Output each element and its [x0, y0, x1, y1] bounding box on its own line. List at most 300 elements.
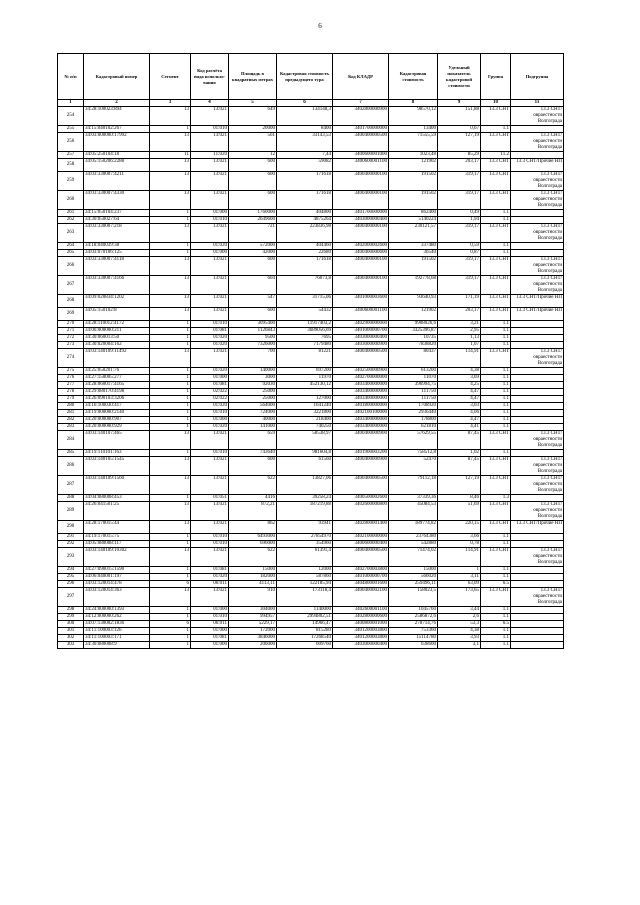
segment-cell: 13	[150, 588, 191, 607]
area-cell: 92030	[229, 382, 277, 389]
previous-value-cell: 22680	[277, 250, 333, 257]
row-index-cell: 278	[58, 389, 84, 396]
cadastral-value-cell: 191502	[389, 191, 438, 210]
specific-value-cell: 3,69	[438, 375, 481, 382]
specific-value-cell: 4,38	[438, 628, 481, 635]
cadastral-number-cell: 34:29:080170:4198	[84, 389, 150, 396]
area-cell: 872,21	[229, 502, 277, 521]
specific-value-cell: 0,59	[438, 243, 481, 250]
use-code-cell: 13:021	[191, 295, 229, 308]
cadastral-value-cell: 192778,68	[389, 276, 438, 295]
row-index-cell: 257	[58, 152, 84, 159]
segment-cell: 13	[150, 191, 191, 210]
subgroup-cell	[511, 368, 564, 375]
cadastral-table	[57, 53, 564, 649]
table-row	[58, 224, 564, 243]
kladr-code-cell: 3402700003800	[333, 567, 389, 574]
subgroup-cell: 13.3 СНТ/Прочие НП	[511, 308, 564, 321]
cadastral-value-cell: 189774,82	[389, 521, 438, 534]
kladr-code-cell: 3402800000600	[333, 614, 389, 621]
row-index-cell: 258	[58, 159, 84, 172]
segment-cell: 6	[150, 621, 191, 628]
cadastral-number-cell: 34:28:170015:44	[84, 521, 150, 534]
segment-cell: 1	[150, 628, 191, 635]
previous-value-cell: 11917403,2	[277, 321, 333, 328]
use-code-cell: 02:022	[191, 389, 229, 396]
row-index-cell: 260	[58, 191, 84, 210]
specific-value-cell: 3,66	[438, 534, 481, 541]
header-specific-value: Удельный показатель кадастровой стоимости	[438, 54, 481, 100]
specific-value-cell: 51,69	[438, 502, 481, 521]
area-cell: 42000	[229, 250, 277, 257]
segment-cell: 1	[150, 403, 191, 410]
kladr-code-cell: 3400400000500	[333, 476, 389, 495]
subgroup-cell: 13.3 СНТ/овраестности Волгограда	[511, 502, 564, 521]
table-row	[58, 133, 564, 152]
use-code-cell: 01:000	[191, 210, 229, 217]
header-kladr: Код КЛАДР	[333, 54, 389, 100]
table-row	[58, 172, 564, 191]
cadastral-value-cell: 566020	[389, 574, 438, 581]
cadastral-number-cell: 34:19:170015:75	[84, 534, 150, 541]
group-cell: 1.1	[481, 342, 511, 349]
cadastral-number-cell: 34:03:140109:10302	[84, 548, 150, 567]
subgroup-cell	[511, 541, 564, 548]
table-row	[58, 257, 564, 276]
row-index-cell: 303	[58, 642, 84, 649]
table-row	[58, 243, 564, 250]
segment-cell: 13	[150, 457, 191, 476]
group-cell: 1.1	[481, 250, 511, 257]
header-cadastral-number: Кадастровый номер	[84, 54, 150, 100]
kladr-code-cell: 3400600001000	[333, 152, 389, 159]
kladr-code-cell: 3400400000900	[333, 457, 389, 476]
previous-value-cell: 173118,4	[277, 588, 333, 607]
table-row	[58, 389, 564, 396]
use-code-cell: 01:051	[191, 495, 229, 502]
segment-cell: 1	[150, 607, 191, 614]
subgroup-cell	[511, 375, 564, 382]
specific-value-cell: 127,19	[438, 476, 481, 495]
area-cell: 25000	[229, 396, 277, 403]
segment-cell: 11	[150, 152, 191, 159]
column-number: 9	[438, 100, 481, 107]
column-number: 4	[191, 100, 229, 107]
row-index-cell: 294	[58, 567, 84, 574]
cadastral-value-cell: 621810	[389, 424, 438, 431]
subgroup-cell	[511, 642, 564, 649]
segment-cell: 1	[150, 368, 191, 375]
cadastral-value-cell: 178800	[389, 417, 438, 424]
area-cell: 600	[229, 308, 277, 321]
cadastral-number-cell: 34:03:140105:1545	[84, 457, 150, 476]
table-row	[58, 502, 564, 521]
row-index-cell: 295	[58, 574, 84, 581]
subgroup-cell: 13.3 СНТ/овраестности Волгограда	[511, 276, 564, 295]
use-code-cell: 13:021	[191, 308, 229, 321]
subgroup-cell	[511, 534, 564, 541]
table-row	[58, 368, 564, 375]
use-code-cell: 13:021	[191, 431, 229, 450]
kladr-code-cell: 3400400000100	[333, 224, 389, 243]
use-code-cell: 13:021	[191, 224, 229, 243]
area-cell: 649	[229, 107, 277, 126]
cadastral-value-cell: 45084,53	[389, 502, 438, 521]
kladr-code-cell: 3403000000400	[333, 335, 389, 342]
specific-value-cell: 2,6	[438, 614, 481, 621]
cadastral-value-cell: 337480	[389, 243, 438, 250]
subgroup-cell: 13.3 СНТ/овраестности Волгограда	[511, 191, 564, 210]
group-cell: 13.3 СНТ	[481, 308, 511, 321]
specific-value-cell: 319,17	[438, 172, 481, 191]
group-cell: 13.3 СНТ	[481, 502, 511, 521]
area-cell: 4416	[229, 495, 277, 502]
segment-cell: 1	[150, 250, 191, 257]
group-cell: 13.3 СНТ	[481, 431, 511, 450]
cadastral-number-cell: 34:25:050201:76	[84, 368, 150, 375]
group-cell: 13.3 СНТ	[481, 349, 511, 368]
area-cell: 600	[229, 257, 277, 276]
cadastral-value-cell: 11070	[389, 375, 438, 382]
kladr-code-cell: 3401800000000	[333, 403, 389, 410]
cadastral-value-cell: 93640,93	[389, 295, 438, 308]
group-cell: 1.1	[481, 424, 511, 431]
area-cell: 206000	[229, 642, 277, 649]
segment-cell: 1	[150, 396, 191, 403]
cadastral-number-cell: 34:12:000000:262	[84, 614, 150, 621]
specific-value-cell: 319,17	[438, 276, 481, 295]
use-code-cell: 01:081	[191, 567, 229, 574]
group-cell: 1.1	[481, 210, 511, 217]
table-row	[58, 574, 564, 581]
subgroup-cell: 13.3 СНТ/овраестности Волгограда	[511, 224, 564, 243]
previous-value-cell	[277, 389, 333, 396]
kladr-code-cell: 3400400000900	[333, 431, 389, 450]
group-cell: 1.1	[481, 628, 511, 635]
subgroup-cell	[511, 495, 564, 502]
segment-cell: 1	[150, 389, 191, 396]
previous-value-cell: 11970	[277, 375, 333, 382]
subgroup-cell	[511, 424, 564, 431]
previous-value-cell: 12000	[277, 567, 333, 574]
previous-value-cell: 815280	[277, 628, 333, 635]
specific-value-cell: 319,17	[438, 257, 481, 276]
previous-value-cell: 76073,8	[277, 276, 333, 295]
row-index-cell: 271	[58, 328, 84, 335]
previous-value-cell: 609760	[277, 642, 333, 649]
specific-value-cell: 114,91	[438, 548, 481, 567]
row-index-cell: 285	[58, 450, 84, 457]
row-index-cell: 300	[58, 621, 84, 628]
subgroup-cell	[511, 243, 564, 250]
specific-value-cell: 53,3	[438, 621, 481, 628]
use-code-cell: 01:010	[191, 614, 229, 621]
cadastral-number-cell: 34:03:070106:125	[84, 250, 150, 257]
group-cell: 13.3 СНТ	[481, 276, 511, 295]
group-cell: 1.1	[481, 534, 511, 541]
subgroup-cell	[511, 417, 564, 424]
row-index-cell: 254	[58, 107, 84, 126]
subgroup-cell: 13.3 СНТ/овраестности Волгограда	[511, 548, 564, 567]
use-code-cell: 01:010	[191, 450, 229, 457]
group-cell: 1.1	[481, 567, 511, 574]
cadastral-number-cell: 34:16:100030:417	[84, 403, 150, 410]
row-index-cell: 290	[58, 521, 84, 534]
table-row	[58, 159, 564, 172]
group-cell: 1.1	[481, 410, 511, 417]
segment-cell: 13	[150, 431, 191, 450]
cadastral-number-cell: 34:09:020834:1202	[84, 295, 150, 308]
area-cell: 600	[229, 191, 277, 210]
specific-value-cell: 0,67	[438, 126, 481, 133]
subgroup-cell	[511, 628, 564, 635]
group-cell: 13.3 СНТ	[481, 172, 511, 191]
area-cell: 304000	[229, 607, 277, 614]
area-cell: 1760000	[229, 210, 277, 217]
cadastral-value-cell: 230121,57	[389, 224, 438, 243]
area-cell: 25000	[229, 389, 277, 396]
segment-cell: 13	[150, 159, 191, 172]
specific-value-cell: 1,13	[438, 335, 481, 342]
header-cadastral-value: Кадастровая стоимость	[389, 54, 438, 100]
previous-value-cell: 122185,94	[277, 581, 333, 588]
kladr-code-cell: 3402600001100	[333, 607, 389, 614]
cadastral-value-cell: 396994,75	[389, 382, 438, 389]
table-row	[58, 217, 564, 224]
segment-cell: 13	[150, 224, 191, 243]
row-index-cell: 264	[58, 243, 84, 250]
column-number: 5	[229, 100, 277, 107]
segment-cell: 13	[150, 295, 191, 308]
subgroup-cell: 13.3 СНТ/овраестности Волгограда	[511, 257, 564, 276]
kladr-code-cell: 3400400000100	[333, 191, 389, 210]
row-index-cell: 288	[58, 495, 84, 502]
segment-cell: 1	[150, 335, 191, 342]
previous-value-cell: 14966,47	[277, 621, 333, 628]
specific-value-cell: 3,11	[438, 574, 481, 581]
row-index-cell: 296	[58, 581, 84, 588]
specific-value-cell: 220,15	[438, 521, 481, 534]
cadastral-number-cell: 34:07:130002:1836	[84, 621, 150, 628]
row-index-cell: 293	[58, 548, 84, 567]
group-cell: 6.5	[481, 581, 511, 588]
segment-cell: 1	[150, 126, 191, 133]
table-row	[58, 403, 564, 410]
area-cell: 724000	[229, 410, 277, 417]
subgroup-cell: 13.3 СНТ/овраестности Волгограда	[511, 588, 564, 607]
kladr-code-cell: 3403400000000	[333, 417, 389, 424]
cadastral-value-cell: 98570,12	[389, 107, 438, 126]
group-cell: 13.3 СНТ	[481, 521, 511, 534]
area-cell: 9500	[229, 335, 277, 342]
header-use-code: Код расчёта вида использо-вания	[191, 54, 229, 100]
previous-value-cell: 697200	[277, 368, 333, 375]
kladr-code-cell: 3400400000100	[333, 257, 389, 276]
row-index-cell: 261	[58, 210, 84, 217]
previous-value-cell: 7695	[277, 335, 333, 342]
use-code-cell: 13:021	[191, 159, 229, 172]
cadastral-value-cell: 121902	[389, 308, 438, 321]
cadastral-number-cell: 34:03:000000:17992	[84, 133, 150, 152]
cadastral-value-cell: 79112,18	[389, 476, 438, 495]
kladr-code-cell: 3400400000500	[333, 133, 389, 152]
area-cell: 7326000	[229, 342, 277, 349]
specific-value-cell: 87,45	[438, 457, 481, 476]
previous-value-cell: 223836,98	[277, 224, 333, 243]
table-row	[58, 588, 564, 607]
subgroup-cell	[511, 382, 564, 389]
area-cell: 5229,17	[229, 621, 277, 628]
kladr-code-cell: 3404800001600	[333, 581, 389, 588]
subgroup-cell	[511, 410, 564, 417]
cadastral-value-cell: 613200	[389, 368, 438, 375]
cadastral-number-cell: 34:26:041501:25	[84, 502, 150, 521]
segment-cell: 6	[150, 581, 191, 588]
previous-value-cell: 981604,8	[277, 450, 333, 457]
subgroup-cell	[511, 581, 564, 588]
specific-value-cell: 4,47	[438, 389, 481, 396]
previous-value-cell: 93941	[277, 521, 333, 534]
previous-value-cell: 13827,06	[277, 476, 333, 495]
table-row	[58, 335, 564, 342]
cadastral-number-cell: 34:30:050027:64	[84, 217, 150, 224]
segment-cell: 1	[150, 243, 191, 250]
row-index-cell: 289	[58, 502, 84, 521]
use-code-cell: 01:000	[191, 628, 229, 635]
kladr-code-cell: 3402100100000	[333, 410, 389, 417]
use-code-cell: 13:021	[191, 548, 229, 567]
kladr-code-cell: 3402500000900	[333, 368, 389, 375]
table-row	[58, 321, 564, 328]
cadastral-value-cell: 71555,59	[389, 133, 438, 152]
use-code-cell: 01:020	[191, 243, 229, 250]
subgroup-cell: 13.3 СНТ/овраестности Волгограда	[511, 349, 564, 368]
area-cell: 659	[229, 431, 277, 450]
kladr-code-cell: 3400400000600	[333, 250, 389, 257]
specific-value-cell: 0,49	[438, 210, 481, 217]
table-row	[58, 495, 564, 502]
area-cell: 40000	[229, 417, 277, 424]
cadastral-number-cell: 34:30:080008:9	[84, 642, 150, 649]
area-cell: 1126843	[229, 328, 277, 335]
cadastral-number-cell: 34:28:100023:894	[84, 107, 150, 126]
specific-value-cell: 3,21	[438, 321, 481, 328]
cadastral-value-cell: 80437	[389, 349, 438, 368]
segment-cell: 1	[150, 328, 191, 335]
header-subgroup: Подгруппа	[511, 54, 564, 100]
group-cell: 1.1	[481, 541, 511, 548]
group-cell: 13.3 СНТ	[481, 107, 511, 126]
group-cell: 1.1	[481, 417, 511, 424]
kladr-code-cell: 3402900000000	[333, 321, 389, 328]
subgroup-cell	[511, 152, 564, 159]
previous-value-cell: 218400	[277, 417, 333, 424]
use-code-cell: 13:021	[191, 257, 229, 276]
cadastral-number-cell: 34:18:040039:38	[84, 243, 150, 250]
column-number: 11	[511, 100, 564, 107]
subgroup-cell: 13.3 СНТ/Прочие НП	[511, 295, 564, 308]
column-number: 1	[58, 100, 84, 107]
area-cell: 600	[229, 159, 277, 172]
cadastral-value-cell: 15114780	[389, 635, 438, 642]
subgroup-cell	[511, 621, 564, 628]
use-code-cell: 13:021	[191, 502, 229, 521]
table-row	[58, 250, 564, 257]
kladr-code-cell: 3403000000900	[333, 342, 389, 349]
previous-value-cell: 3221800	[277, 410, 333, 417]
area-cell: 564000	[229, 403, 277, 410]
area-cell: 3095400	[229, 321, 277, 328]
group-cell: 1.1	[481, 335, 511, 342]
kladr-code-cell: 3403000000400	[333, 217, 389, 224]
use-code-cell: 13:021	[191, 588, 229, 607]
area-cell: 696000	[229, 541, 277, 548]
cadastral-value-cell: 3325396,87	[389, 328, 438, 335]
cadastral-value-cell: 71474,02	[389, 548, 438, 567]
cadastral-number-cell: 34:04:080008:453	[84, 495, 150, 502]
kladr-code-cell: 3400400000100	[333, 172, 389, 191]
segment-cell: 1	[150, 541, 191, 548]
area-cell: 140000	[229, 368, 277, 375]
subgroup-cell	[511, 396, 564, 403]
segment-cell: 1	[150, 635, 191, 642]
previous-value-cell: 171618	[277, 257, 333, 276]
row-index-cell: 292	[58, 541, 84, 548]
previous-value-cell: 31715,06	[277, 295, 333, 308]
area-cell: 2649600	[229, 217, 277, 224]
use-code-cell: 01:000	[191, 250, 229, 257]
use-code-cell: 01:010	[191, 321, 229, 328]
segment-cell: 13	[150, 133, 191, 152]
segment-cell: 1	[150, 574, 191, 581]
kladr-code-cell: 3401000000700	[333, 328, 389, 335]
specific-value-cell: 203,17	[438, 308, 481, 321]
previous-value-cell: 27854970	[277, 534, 333, 541]
cadastral-value-cell: 2586872,6	[389, 614, 438, 621]
specific-value-cell: 4,47	[438, 396, 481, 403]
specific-value-cell: 1	[438, 567, 481, 574]
subgroup-cell	[511, 321, 564, 328]
cadastral-number-cell: 34:05:150206:2288	[84, 159, 150, 172]
table-row	[58, 152, 564, 159]
row-index-cell: 281	[58, 410, 84, 417]
use-code-cell: 06:011	[191, 621, 229, 628]
use-code-cell: 13:021	[191, 521, 229, 534]
use-code-cell: 01:020	[191, 424, 229, 431]
specific-value-cell: 4,41	[438, 424, 481, 431]
group-cell: 1.1	[481, 217, 511, 224]
cadastral-value-cell: 753360	[389, 628, 438, 635]
cadastral-value-cell: 158023,5	[389, 588, 438, 607]
table-row	[58, 635, 564, 642]
table-row	[58, 567, 564, 574]
use-code-cell: 01:020	[191, 574, 229, 581]
table-row	[58, 621, 564, 628]
subgroup-cell: 13.3 СНТ/овраестности Волгограда	[511, 133, 564, 152]
kladr-code-cell: 3400400000500	[333, 548, 389, 567]
row-index-cell: 256	[58, 133, 84, 152]
cadastral-number-cell: 34:20:000000:907	[84, 417, 150, 424]
cadastral-value-cell: 758512,8	[389, 450, 438, 457]
subgroup-cell	[511, 614, 564, 621]
cadastral-value-cell: 13400	[389, 126, 438, 133]
use-code-cell: 01:000	[191, 607, 229, 614]
table-row	[58, 308, 564, 321]
area-cell: 910	[229, 588, 277, 607]
table-row	[58, 107, 564, 126]
kladr-code-cell: 3401200003800	[333, 635, 389, 642]
previous-value-cell: 404800	[277, 210, 333, 217]
